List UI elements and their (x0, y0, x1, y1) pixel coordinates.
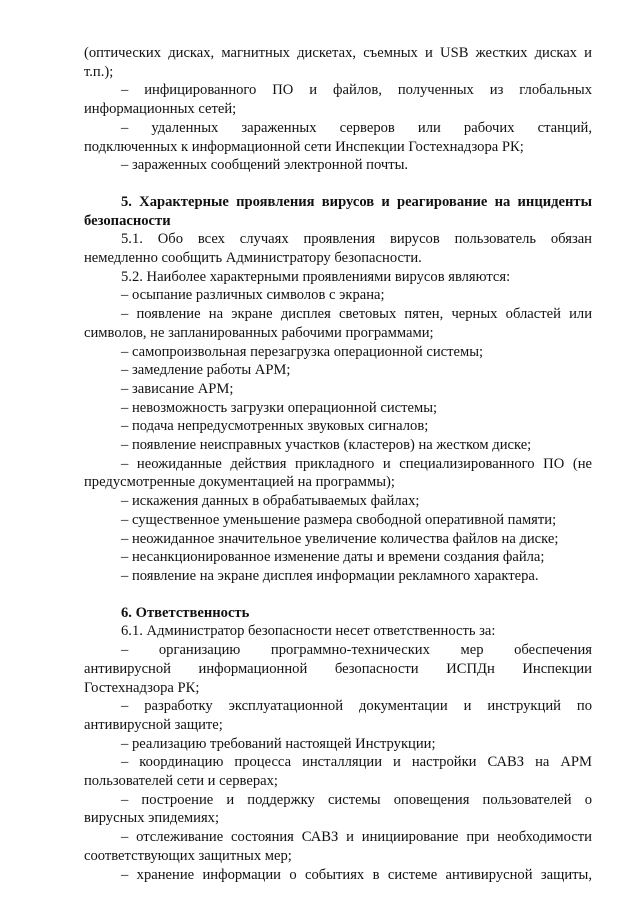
section-heading: 5. Характерные проявления вирусов и реагирование на инциденты (121, 193, 592, 210)
text-line: предусмотренные документацией на программы); (84, 474, 395, 491)
text-line: символов, не запланированных рабочими программами; (84, 324, 434, 341)
section-heading: безопасности (84, 212, 171, 229)
paragraph-line: 5.2. Наиболее характерными проявлениями вирусов являются: (121, 268, 511, 285)
list-item: – отслеживание состояния САВЗ и инициирование при необходимости (121, 829, 592, 846)
text-line: антивирусной защите; (84, 716, 223, 733)
list-item: – появление на экране дисплея световых пятен, черных областей или (121, 306, 592, 323)
list-item: – удаленных зараженных серверов или рабочих станций, (121, 119, 592, 136)
list-item: – несанкционированное изменение даты и времени создания файла; (121, 549, 545, 566)
list-item: – невозможность загрузки операционной системы; (121, 399, 438, 416)
list-item: – неожиданное значительное увеличение количества файлов на диске; (121, 530, 559, 547)
text-line: Гостехнадзора РК; (84, 679, 200, 696)
list-item: – зависание АРМ; (121, 380, 234, 397)
list-item: – подача непредусмотренных звуковых сигналов; (121, 418, 429, 435)
list-item: – зараженных сообщений электронной почты. (121, 157, 409, 174)
text-line: (оптических дисках, магнитных дискетах, съемных и USB жестких дисках и (84, 45, 592, 61)
list-item: – хранение информации о событиях в системе антивирусной защиты, (121, 866, 592, 883)
section-heading: 6. Ответственность (121, 604, 250, 621)
paragraph-line: 6.1. Администратор безопасности несет ответственность за: (121, 623, 496, 640)
list-item: – координацию процесса инсталляции и настройки САВЗ на АРМ (121, 754, 592, 771)
text-line: вирусных эпидемиях; (84, 810, 220, 827)
paragraph-line: 5.1. Обо всех случаях проявления вирусов пользователь обязан (121, 231, 592, 248)
text-line: т.п.); (84, 63, 114, 80)
list-item: – существенное уменьшение размера свободной оперативной памяти; (121, 511, 557, 528)
text-line: немедленно сообщить Администратору безопасности. (84, 250, 422, 267)
text-line: информационных сетей; (84, 101, 237, 118)
text-line: пользователей сети и серверах; (84, 773, 278, 790)
list-item: – построение и поддержку системы оповещения пользователей о (121, 791, 592, 808)
list-item: – инфицированного ПО и файлов, полученных из глобальных (121, 82, 592, 99)
list-item: – организацию программно-технических мер обеспечения (121, 642, 592, 659)
section-gap (84, 586, 592, 604)
list-item: – появление на экране дисплея информации рекламного характера. (121, 567, 539, 584)
list-item: – самопроизвольная перезагрузка операционной системы; (121, 343, 484, 360)
list-item: – появление неисправных участков (кластеров) на жестком диске; (121, 437, 532, 454)
list-item: – реализацию требований настоящей Инструкции; (121, 735, 436, 752)
list-item: – осыпание различных символов с экрана; (121, 287, 385, 304)
text-line: соответствующих защитных мер; (84, 847, 292, 864)
section-gap (84, 175, 592, 193)
list-item: – разработку эксплуатационной документации и инструкций по (121, 698, 592, 715)
list-item: – замедление работы АРМ; (121, 362, 291, 379)
list-item: – неожиданные действия прикладного и специализированного ПО (не (121, 455, 592, 472)
list-item: – искажения данных в обрабатываемых файлах; (121, 493, 420, 510)
text-line: антивирусной информационной безопасности ИСПДн Инспекции (84, 660, 592, 677)
text-line: подключенных к информационной сети Инспекции Гостехнадзора РК; (84, 138, 524, 155)
